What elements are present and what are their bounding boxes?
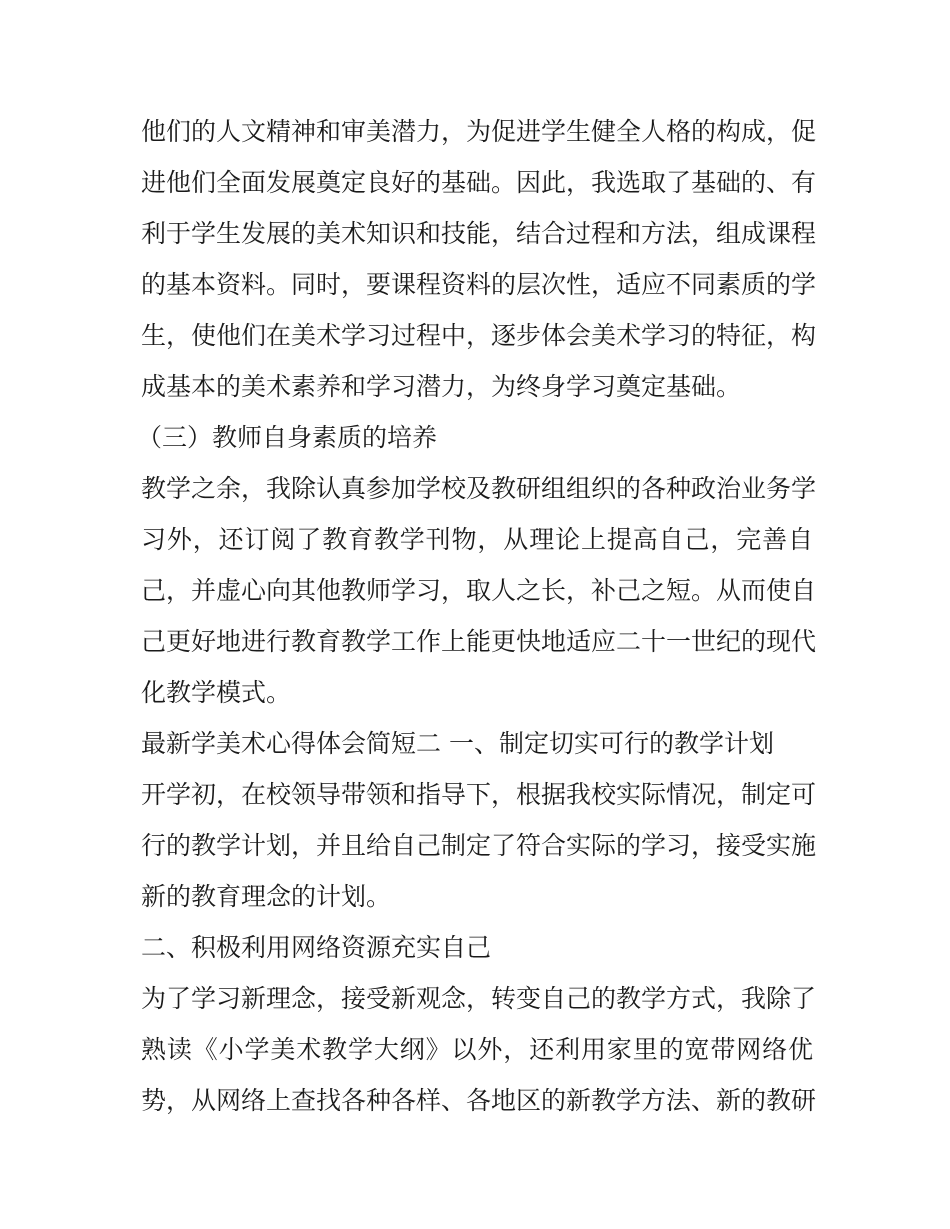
- text-line: 己更好地进行教育教学工作上能更快地适应二十一世纪的现代: [141, 627, 817, 656]
- text-line: 新的教育理念的计划。: [141, 882, 392, 911]
- text-line: 成基本的美术素养和学习潜力，为终身学习奠定基础。: [141, 372, 742, 401]
- text-line: 为了学习新理念，接受新观念，转变自己的教学方式，我除了: [141, 984, 817, 1013]
- text-line: 教学之余，我除认真参加学校及教研组组织的各种政治业务学: [141, 474, 817, 503]
- text-line: 开学初，在校领导带领和指导下，根据我校实际情况，制定可: [141, 780, 817, 809]
- section-heading: 最新学美术心得体会简短二 一、制定切实可行的教学计划: [141, 729, 774, 758]
- body-text: [137, 106, 817, 1126]
- section-heading: 二、积极利用网络资源充实自己: [141, 933, 492, 962]
- text-line: 势，从网络上查找各种各样、各地区的新教学方法、新的教研: [141, 1086, 817, 1115]
- text-line: 己，并虚心向其他教师学习，取人之长，补己之短。从而使自: [141, 576, 817, 605]
- text-line: 利于学生发展的美术知识和技能，结合过程和方法，组成课程: [141, 219, 817, 248]
- text-line: 习外，还订阅了教育教学刊物，从理论上提高自己，完善自: [141, 525, 813, 554]
- text-line: 化教学模式。: [141, 678, 292, 707]
- text-line: 进他们全面发展奠定良好的基础。因此，我选取了基础的、有: [141, 168, 817, 197]
- text-line: 的基本资料。同时，要课程资料的层次性，适应不同素质的学: [141, 270, 817, 299]
- text-line: 生，使他们在美术学习过程中，逐步体会美术学习的特征，构: [141, 321, 817, 350]
- text-line: 行的教学计划，并且给自己制定了符合实际的学习，接受实施: [141, 831, 817, 860]
- section-heading: （三）教师自身素质的培养: [137, 423, 438, 452]
- text-line: 熟读《小学美术教学大纲》以外，还利用家里的宽带网络优: [141, 1035, 813, 1064]
- text-line: 他们的人文精神和审美潜力，为促进学生健全人格的构成，促: [141, 117, 817, 146]
